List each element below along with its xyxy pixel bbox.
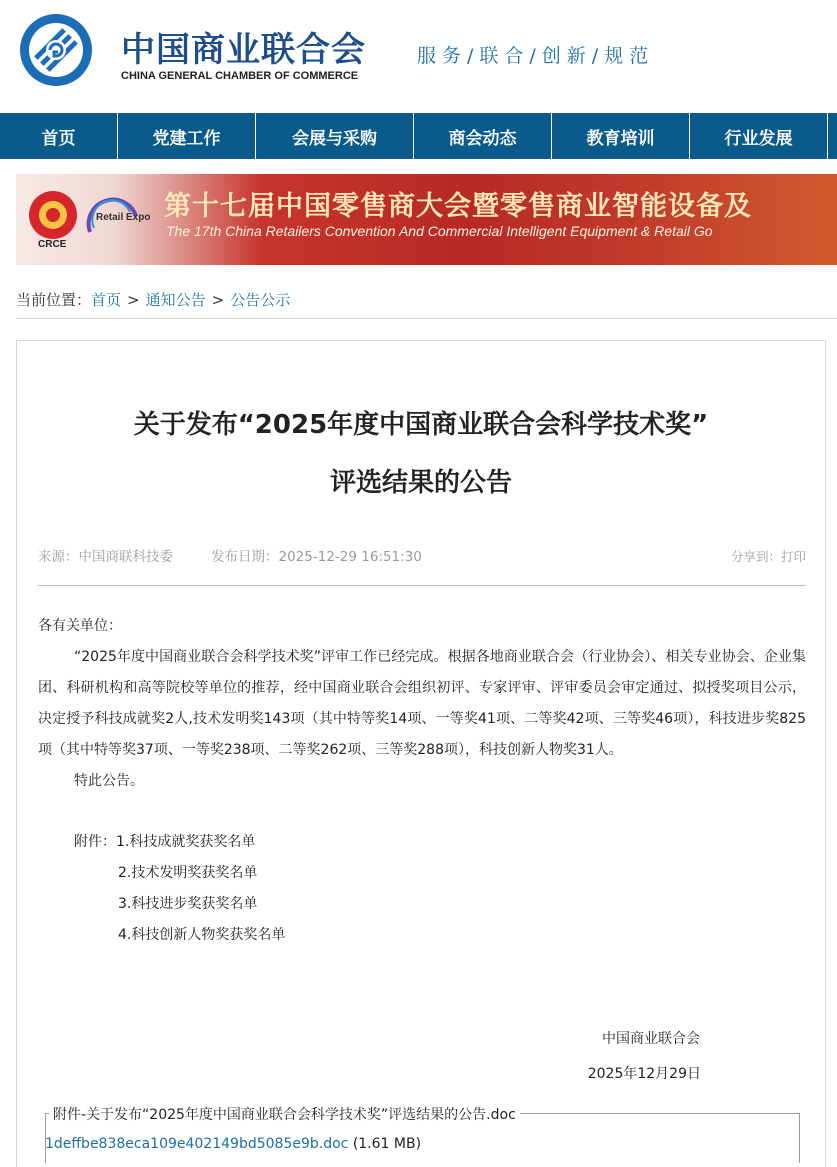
event-banner[interactable]	[16, 174, 837, 265]
nav-item-industry-development[interactable]: 行业发展	[690, 113, 828, 159]
article-date: 发布日期：2025-12-29 16:51:30	[211, 549, 422, 565]
cgcc-logo-icon[interactable]	[19, 13, 93, 87]
article-paragraph: “2025年度中国商业联合会科学技术奖”评审工作已经完成。根据各地商业联合会（行业协会）、相关专业协会、企业集团、科研机构和高等院校等单位的推荐，经中国商业联合会组织初评、专家评审、评审委员会审定通过、拟授奖项目公示，决定授予科技成就奖2人,技术发明奖143项（其中特等奖14项、一等奖41项、二等奖42项、三等奖46项），科技进步奖825项（其中特等奖37项、一等奖238项、二等奖262项、三等奖288项），科技创新人物奖31人。	[38, 649, 806, 758]
article-body	[38, 611, 806, 951]
breadcrumb	[16, 289, 837, 319]
main-nav	[0, 113, 837, 159]
banner-subtitle: The 17th China Retailers Convention And Commercial Intelligent Equipment & Retail Go	[166, 223, 713, 239]
article-meta	[38, 545, 806, 565]
attachment-item: 3.科技进步奖获奖名单	[118, 896, 258, 912]
signature-org: 中国商业联合会	[602, 1031, 700, 1047]
breadcrumb-home[interactable]: 首页	[91, 291, 122, 309]
nav-item-education-training[interactable]: 教育培训	[552, 113, 690, 159]
file-download-line	[45, 1136, 421, 1152]
attachment-list	[38, 827, 806, 951]
banner-retail-expo-text: Retail Expo	[96, 212, 151, 223]
breadcrumb-announcements[interactable]: 公告公示	[230, 291, 291, 309]
signature-date: 2025年12月29日	[587, 1066, 701, 1082]
share-tools	[731, 547, 806, 565]
article-container	[16, 340, 826, 1167]
article-source: 来源：中国商联科技委	[38, 549, 173, 565]
breadcrumb-separator: >	[127, 291, 140, 309]
crce-logo-icon	[26, 188, 80, 242]
breadcrumb-separator: >	[211, 291, 225, 309]
attachment-item: 2.技术发明奖获奖名单	[118, 865, 258, 881]
file-download-link[interactable]: 1deffbe838eca109e402149bd5085e9b.doc	[45, 1136, 349, 1152]
breadcrumb-label: 当前位置：	[16, 291, 92, 309]
nav-item-chamber-news[interactable]: 商会动态	[414, 113, 552, 159]
file-legend: 附件-关于发布“2025年度中国商业联合会科学技术奖”评选结果的公告.doc	[49, 1104, 520, 1124]
site-header	[0, 0, 837, 113]
logo-english-name: CHINA GENERAL CHAMBER OF COMMERCE	[121, 70, 359, 82]
logo-chinese-name: 中国商业联合会	[121, 30, 366, 70]
attachment-item: 附件：1.科技成就奖获奖名单	[74, 834, 256, 850]
share-label[interactable]: 分享到：	[730, 549, 781, 564]
meta-divider	[38, 585, 806, 586]
file-size: (1.61 MB)	[352, 1136, 422, 1152]
nav-item-home[interactable]: 首页	[0, 113, 118, 159]
banner-title: 第十七届中国零售商大会暨零售商业智能设备及	[164, 191, 752, 222]
attachment-item: 4.科技创新人物奖获奖名单	[118, 927, 286, 943]
print-button[interactable]: 打印	[780, 549, 806, 564]
article-greeting: 各有关单位：	[38, 618, 122, 634]
site-slogan: 服务/联合/创新/规范	[417, 45, 655, 67]
article-closing: 特此公告。	[74, 773, 144, 789]
banner-crce-text: CRCE	[38, 239, 67, 250]
nav-item-party-building[interactable]: 党建工作	[118, 113, 256, 159]
breadcrumb-notices[interactable]: 通知公告	[145, 291, 206, 309]
article-title-line1: 关于发布“2025年度中国商业联合会科学技术奖”	[133, 410, 709, 440]
nav-item-exhibition-procurement[interactable]: 会展与采购	[256, 113, 414, 159]
article-title-line2: 评选结果的公告	[329, 468, 512, 498]
